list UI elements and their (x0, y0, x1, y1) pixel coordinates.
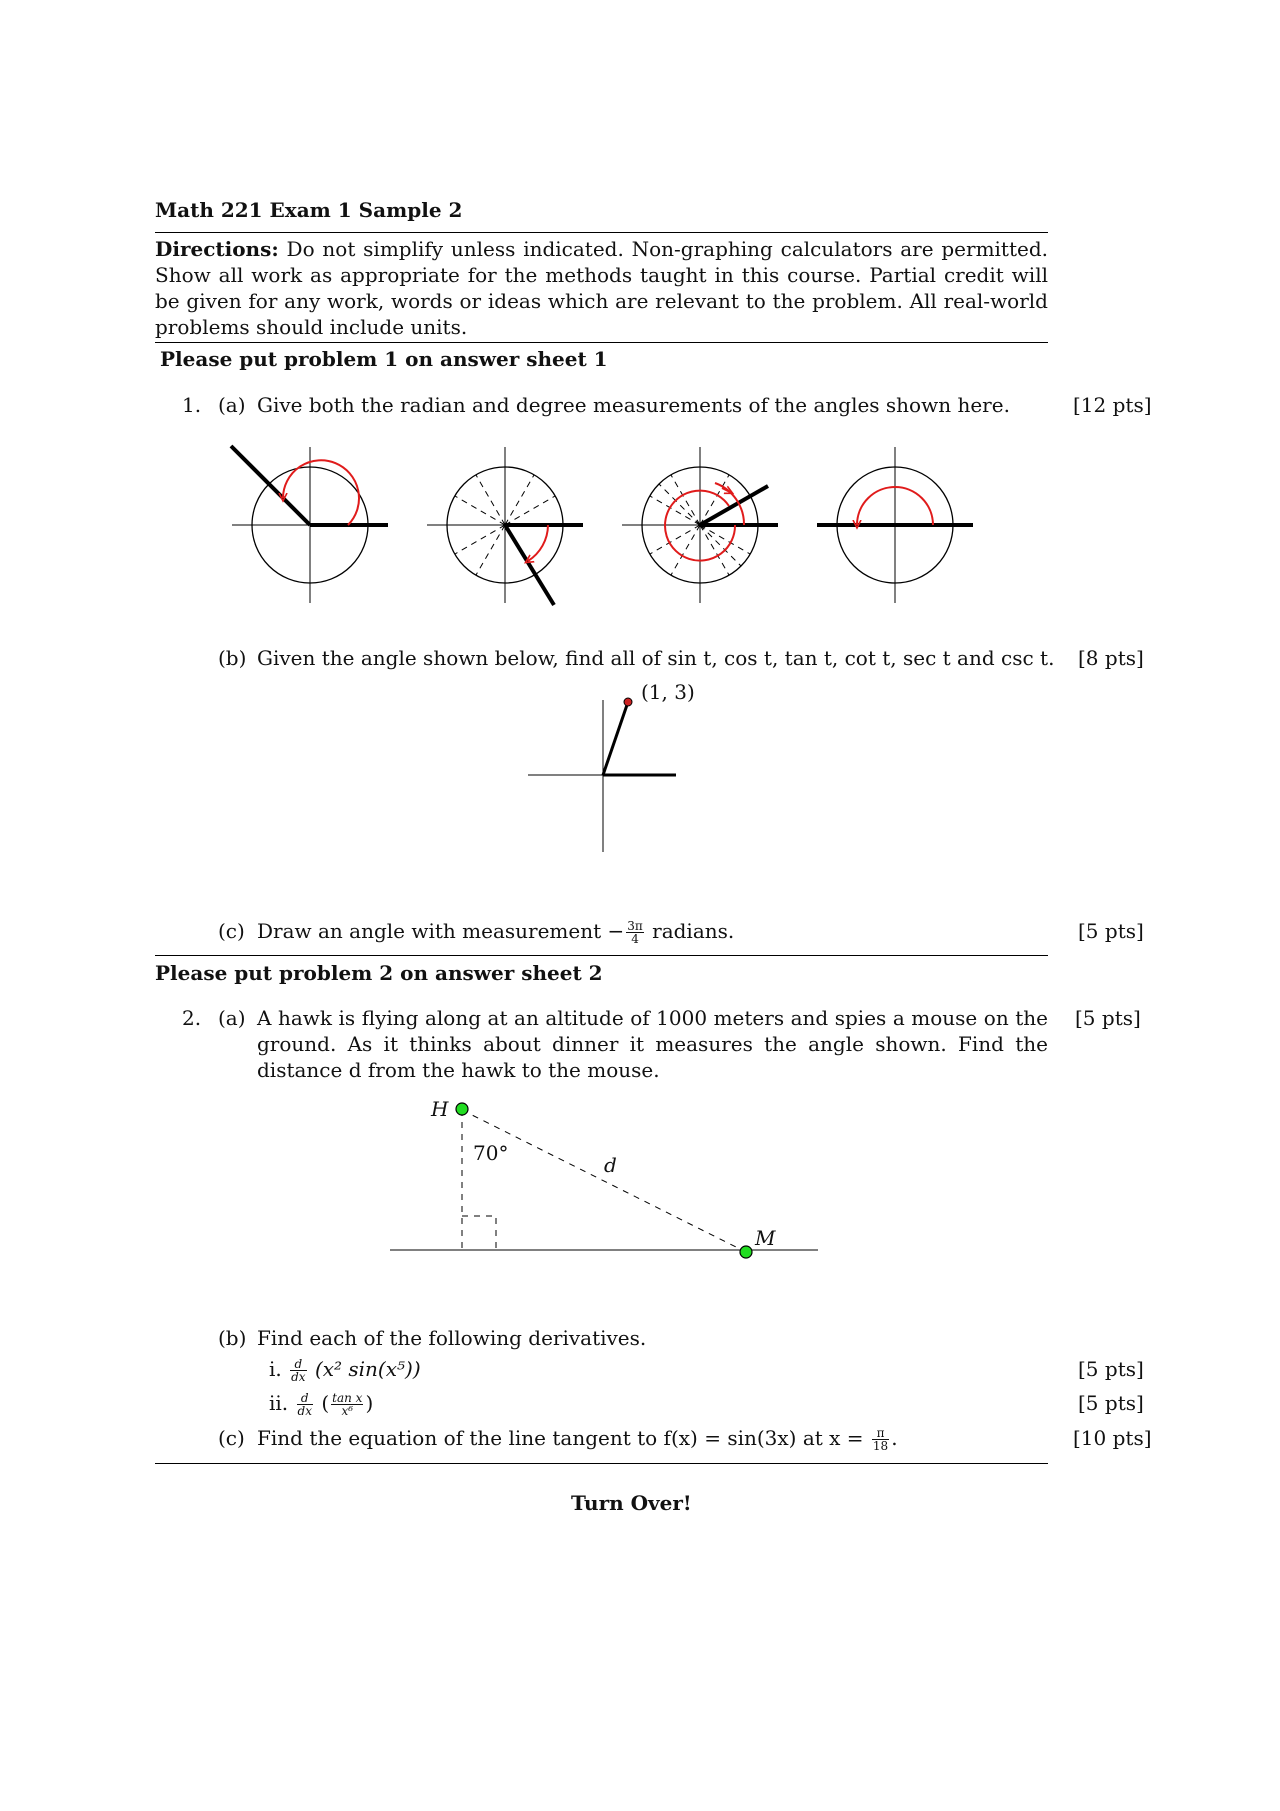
problem-1c-label: (c) (218, 919, 245, 943)
mouse-label: M (755, 1226, 776, 1250)
problem-2b-label: (b) (218, 1326, 247, 1350)
point-label: (1, 3) (641, 680, 695, 704)
fraction-denominator: 4 (631, 932, 639, 946)
item-label: ii. (269, 1391, 289, 1415)
problem-2c-text-after: . (891, 1426, 898, 1450)
derivative-item-1 (269, 1356, 421, 1383)
problem-2a-label: (a) (218, 1006, 246, 1030)
problem-1a-text: Give both the radian and degree measurements of the angles shown here. (257, 393, 1010, 417)
section-2-heading: Please put problem 2 on answer sheet 2 (155, 961, 603, 985)
distance-line (462, 1110, 746, 1252)
hawk-label: H (431, 1097, 449, 1121)
problem-1b-text: Given the angle shown below, find all of sin t, cos t, tan t, cot t, sec t and csc t. (257, 646, 1055, 670)
problem-1c-text-after: radians. (652, 919, 735, 943)
problem-2b-text: Find each of the following derivatives. (257, 1326, 647, 1350)
derivative-item-2-points: [5 pts] (1078, 1391, 1144, 1415)
problem-1c-text-before: Draw an angle with measurement − (257, 919, 625, 943)
problem-2a-points: [5 pts] (1075, 1006, 1141, 1030)
turn-over-note: Turn Over! (571, 1491, 692, 1515)
derivative-operator: $\frac{d}{dx}$ (297, 1391, 312, 1418)
problem-2c-points: [10 pts] (1073, 1426, 1152, 1450)
fraction-numerator: 3π (627, 919, 643, 933)
directions-label: Directions: (155, 237, 279, 261)
derivative-expression: $\frac{\text{tan x}}{\text{x⁶}}$ (332, 1391, 363, 1418)
problem-2c-label: (c) (218, 1426, 245, 1450)
problem-2c-text (257, 1425, 898, 1452)
end-rule (155, 1463, 1048, 1464)
derivative-item-1-points: [5 pts] (1078, 1357, 1144, 1381)
problem-1-number: 1. (182, 393, 202, 417)
problem-1b-points: [8 pts] (1078, 646, 1144, 670)
problem-1c-points: [5 pts] (1078, 919, 1144, 943)
problem-1a-points: [12 pts] (1073, 393, 1152, 417)
item-label: i. (269, 1357, 282, 1381)
problem-2a-text: A hawk is flying along at an altitude of 1000 meters and spies a mouse on the ground. As it thinks about dinner it measures the angle shown. Find the distance d from the hawk to the mouse. (257, 1006, 1048, 1082)
directions-text: Do not simplify unless indicated. Non-graphing calculators are permitted. Show all work as appropriate for the methods taught in this course. Partial credit will be given for any work, words or ideas which are relevant to the problem. All real-world problems should include units. (155, 237, 1048, 339)
problem-1b-label: (b) (218, 646, 247, 670)
derivative-operator: $\frac{d}{dx}$ (291, 1357, 306, 1384)
problem-2c-text-before: Find the equation of the line tangent to f(x) = sin(3x) at x = (257, 1426, 864, 1450)
derivative-expression: (x² sin(x⁵)) (314, 1357, 421, 1381)
problem-1a-label: (a) (218, 393, 246, 417)
hawk-point (456, 1103, 468, 1115)
right-angle-marker (462, 1216, 496, 1250)
mouse-point (740, 1246, 752, 1258)
distance-label: d (604, 1153, 617, 1177)
problem-2-number: 2. (182, 1006, 202, 1030)
fraction: $\frac{\pi}{18}$ (872, 1426, 889, 1453)
derivative-item-2: ii. $\frac{d}{dx}$ ( $\frac{\text{tan x}}{\text{x⁶}}$ ) (269, 1391, 374, 1418)
section-1-heading: Please put problem 1 on answer sheet 1 (160, 347, 608, 371)
exam-title: Math 221 Exam 1 Sample 2 (155, 198, 463, 222)
angle-label: 70° (473, 1141, 509, 1165)
